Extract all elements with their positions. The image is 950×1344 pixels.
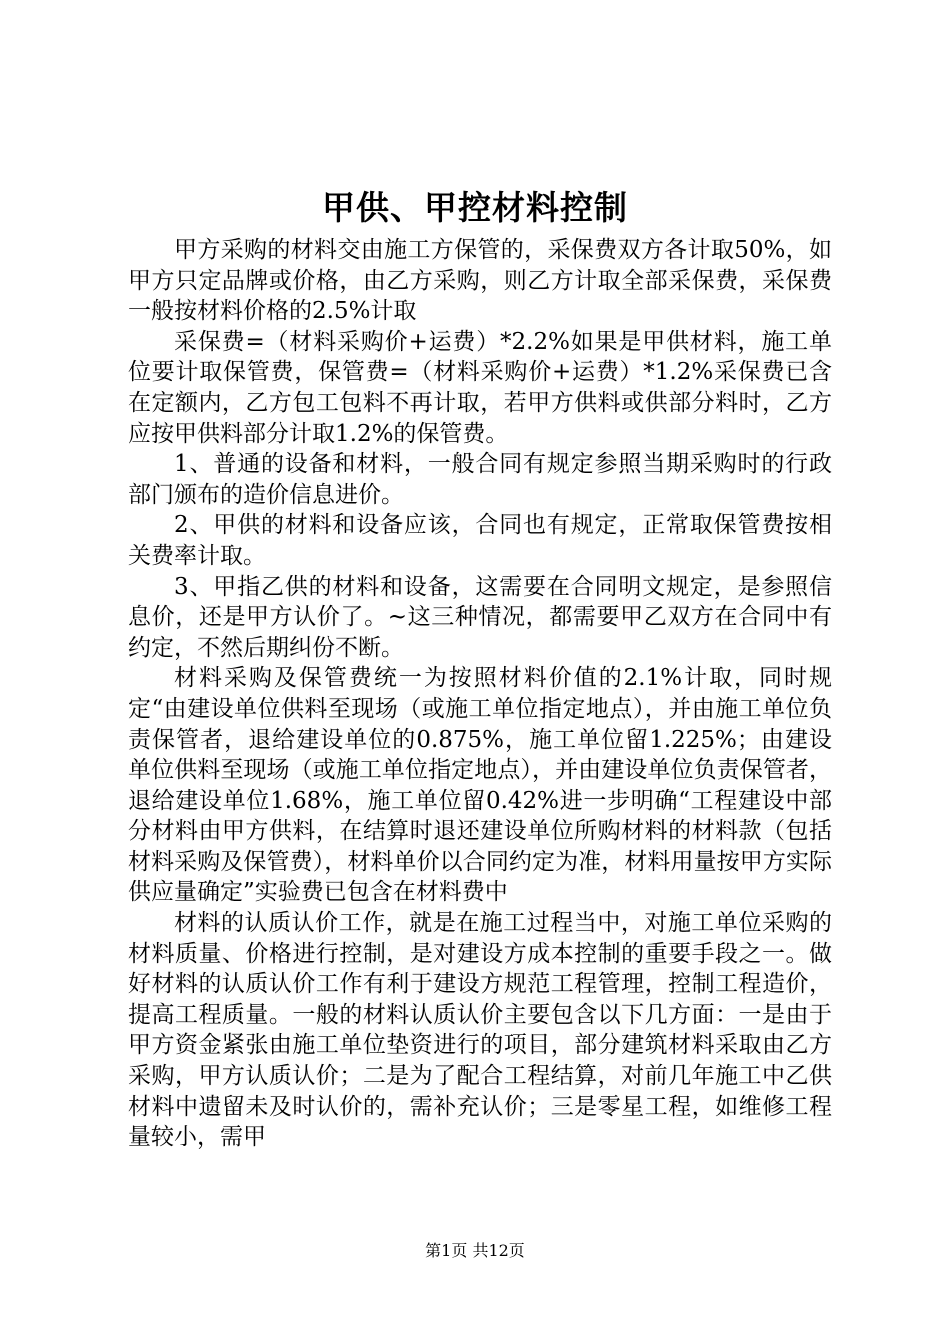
- page-footer: 第1页 共12页: [425, 1241, 525, 1260]
- paragraph-7: 材料的认质认价工作，就是在施工过程当中，对施工单位采购的材料质量、价格进行控制，是对建设方成本控制的重要手段之一。做好材料的认质认价工作有利于建设方规范工程管理，控制工程造价，提高工程质量。一般的材料认质认价主要包含以下几方面：一是由于甲方资金紧张由施工单位垫资进行的项目，部分建筑材料采取由乙方采购，甲方认质认价；二是为了配合工程结算，对前几年施工中乙供材料中遗留未及时认价的，需补充认价；三是零星工程，如维修工程量较小，需甲: [128, 910, 832, 1151]
- paragraph-2: 采保费=（材料采购价+运费）*2.2%如果是甲供材料，施工单位要计取保管费，保管费=（材料采购价+运费）*1.2%采保费已含在定额内，乙方包工包料不再计取，若甲方供料或供部分料时，乙方应按甲供料部分计取1.2%的保管费。: [128, 328, 832, 447]
- paragraph-1: 甲方采购的材料交由施工方保管的，采保费双方各计取50%，如甲方只定品牌或价格，由乙方采购，则乙方计取全部采保费，采保费一般按材料价格的2.5%计取: [128, 237, 832, 325]
- document-body: [128, 235, 832, 1153]
- paragraph-3: 1、普通的设备和材料，一般合同有规定参照当期采购时的行政部门颁布的造价信息进价。: [128, 451, 832, 508]
- document-title: 甲供、甲控材料控制: [322, 188, 628, 227]
- paragraph-4: 2、甲供的材料和设备应该，合同也有规定，正常取保管费按相关费率计取。: [128, 512, 832, 569]
- paragraph-5: 3、甲指乙供的材料和设备，这需要在合同明文规定，是参照信息价，还是甲方认价了。~这三种情况，都需要甲乙双方在合同中有约定，不然后期纠份不断。: [128, 573, 832, 661]
- paragraph-6: 材料采购及保管费统一为按照材料价值的2.1%计取，同时规定“由建设单位供料至现场（或施工单位指定地点），并由施工单位负责保管者，退给建设单位的0.875%，施工单位留1.225%；由建设单位供料至现场（或施工单位指定地点），并由建设单位负责保管者，退给建设单位1.68%，施工单位留0.42%进一步明确“工程建设中部分材料由甲方供料，在结算时退还建设单位所购材料的材料款（包括材料采购及保管费），材料单价以合同约定为准，材料用量按甲方实际供应量确定”实验费已包含在材料费中: [128, 665, 832, 906]
